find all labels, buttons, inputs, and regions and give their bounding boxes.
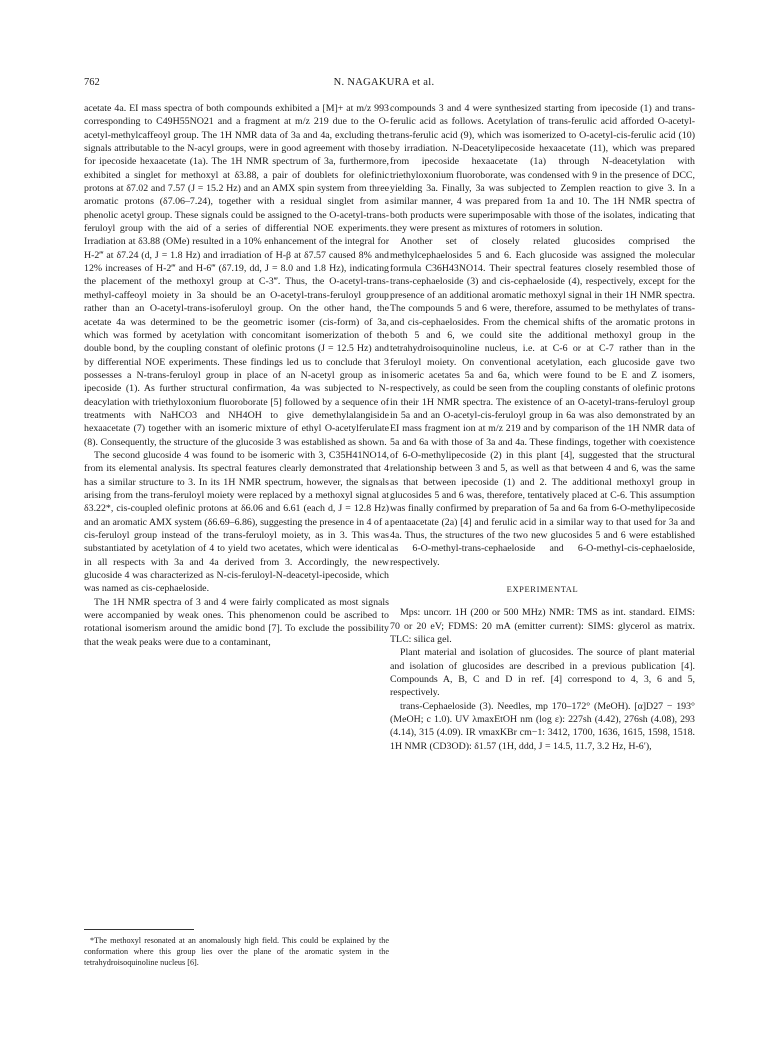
running-head xyxy=(84,77,684,93)
footnote: *The methoxyl resonated at an anomalously high field. This could be explained by the conformation where this group lies over the plane of the aromatic system in the tetrahydroisoquinoline nucleus [6]. xyxy=(84,936,389,968)
body-paragraph: Another set of closely related glucosides comprised the methylcephaelosides 5 and 6. Each glucoside was assigned the molecular formula C36H43NO14. Their spectral features closely resembled those of trans-cephaeloside (3) and cis-cephaeloside (4), respectively, except for the presence of an additional aromatic methoxyl signal in their 1H NMR spectra. The compounds 5 and 6 were, therefore, assumed to be methylates of trans- and cis-cephaelosides. From the chemical shifts of the aromatic protons in both 5 and 6, we could site the additional methoxyl group in the tetrahydroisoquinoline nucleus, i.e. at C-6 or at C-7 rather than in the feruloyl moiety. On conventional acetylation, each glucoside gave two isomeric acetates 5a and 6a, which were found to be E and Z isomers, respectively, as could be seen from the coupling constants of olefinic protons in their 1H NMR spectra. The existence of an O-acetyl-trans-feruloyl group in 5a and an O-acetyl-cis-feruloyl group in 6a was also demonstrated by an EI mass fragment ion at m/z 219 and by comparison of the 1H NMR data of 5a and 6a with those of 3a and 4a. These findings, together with coexistence of 6-O-methylipecoside (2) in this plant [4], suggested that the structural relationship between 3 and 5, as well as that between 4 and 6, was the same as that between ipecoside (1) and 2. The additional methoxyl group in glucosides 5 and 6 was, therefore, tentatively placed at C-6. This assumption was finally confirmed by preparation of 5a and 6a from 6-O-methylipecoside pentaacetate (2a) [4] and ferulic acid in a similar way to that used for 3a and 4a. Thus, the structures of the two new glucosides 5 and 6 were established as 6-O-methyl-trans-cephaeloside and 6-O-methyl-cis-cephaeloside, respectively. xyxy=(390,236,695,568)
body-paragraph: compounds 3 and 4 were synthesized starting from ipecoside (1) and trans-ferulic acid as follows. Acetylation of trans-ferulic acid afforded O-acetyl-trans-ferulic acid (9), which was isomerized to O-acetyl-cis-ferulic acid (10) by irradiation. N-Deacetylipecoside hexaacetate (11), which was prepared from ipecoside hexaacetate (1a) through N-deacetylation with triethyloxonium fluoroborate, was condensed with 9 in the presence of DCC, yielding 3a. Finally, 3a was subjected to Zemplen reaction to give 3. In a similar manner, 4 was prepared from 1a and 10. The 1H NMR spectra of both products were superimposable with those of the isolates, indicating that they were present as mixtures of rotomers in solution. xyxy=(390,103,695,235)
body-paragraph: acetate 4a. EI mass spectra of both compounds exhibited a [M]+ at m/z 993 corresponding to C49H55NO21 and a fragment at m/z 219 due to the O-acetyl-methylcaffeoyl group. The 1H NMR data of 3a and 4a, excluding the signals attributable to the N-acyl groups, were in good agreement with those for ipecoside hexaacetate (1a). The 1H NMR spectrum of 3a, furthermore, exhibited a singlet for methoxyl at δ3.88, a pair of doublets for olefinic protons at δ7.02 and 7.57 (J = 15.2 Hz) and an AMX spin system from three aromatic protons (δ7.06–7.24), together with a residual singlet from a phenolic acetyl group. These signals could be assigned to the O-acetyl-trans-feruloyl group with the aid of a series of differential NOE experiments. Irradiation at δ3.88 (OMe) resulted in a 10% enhancement of the integral for H-2‴ at δ7.24 (d, J = 1.8 Hz) and irradiation of H-β at δ7.57 caused 8% and 12% increases of H-2‴ and H-6‴ (δ7.19, dd, J = 8.0 and 1.8 Hz), indicating the placement of the methoxyl group at C-3‴. Thus, the O-acetyl-trans-methyl-caffeoyl moiety in 3a should be an O-acetyl-trans-feruloyl group rather than an O-acetyl-trans-isoferuloyl group. On the other hand, the acetate 4a was determined to be the geometric isomer (cis-form) of 3a, which was formed by acetylation with concomitant isomerization of the double bond, by the coupling constant of olefinic protons (J = 12.5 Hz) and by differential NOE experiments. These findings led us to conclude that 3 possesses a N-trans-feruloyl group in place of an N-acetyl group as in ipecoside (1). As further structural confirmation, 4a was subjected to N-deacylation with triethyloxonium fluoroborate [5] followed by a sequence of treatments with NaHCO3 and NH4OH to give demethylalangiside hexaacetate (7) together with an isomeric mixture of ethyl O-acetylferulate (8). Consequently, the structure of the glucoside 3 was established as shown. xyxy=(84,103,389,448)
experimental-paragraph: Mps: uncorr. 1H (200 or 500 MHz) NMR: TMS as int. standard. EIMS: 70 or 20 eV; FDMS: 20 mA (emitter current): SIMS: glycerol as matrix. TLC: silica gel. xyxy=(390,607,695,646)
experimental-paragraph: trans-Cephaeloside (3). Needles, mp 170–172° (MeOH). [α]D27 − 193° (MeOH; c 1.0). UV λmaxEtOH nm (log ε): 227sh (4.42), 276sh (4.08), 293 (4.14), 315 (4.09). IR νmaxKBr cm−1: 3412, 1700, 1636, 1615, 1598, 1518. 1H NMR (CD3OD): δ1.57 (1H, ddd, J = 14.5, 11.7, 3.2 Hz, H-6′), xyxy=(390,700,695,752)
body-paragraph: The 1H NMR spectra of 3 and 4 were fairly complicated as most signals were accompanied by weak ones. This phenomenon could be ascribed to rotational isomerism around the amidic bond [7]. To exclude the possibility that the weak peaks were due to a contaminant, xyxy=(84,596,389,648)
page-number: 762 xyxy=(84,77,100,88)
footnote-divider xyxy=(84,929,194,930)
left-column xyxy=(84,102,389,649)
experimental-paragraph: Plant material and isolation of glucosides. The source of plant material and isolation of glucosides are described in a previous publication [4]. Compounds A, B, C and D in ref. [4] correspond to 4, 3, 6 and 5, respectively. xyxy=(390,647,695,699)
section-heading-experimental: EXPERIMENTAL xyxy=(506,584,579,595)
body-paragraph: The second glucoside 4 was found to be isomeric with 3, C35H41NO14, from its elemental analysis. Its spectral features clearly demonstrated that 4 has a similar structure to 3. In its 1H NMR spectrum, however, the signals arising from the trans-feruloyl moiety were replaced by a methoxyl signal at δ3.22*, cis-coupled olefinic protons at δ6.06 and 6.61 (each d, J = 12.8 Hz) and an aromatic AMX system (δ6.69–6.86), suggesting the presence in 4 of a cis-feruloyl group instead of the trans-feruloyl moiety, as in 3. This was substantiated by acetylation of 4 to yield two acetates, which were identical in all respects with 3a and 4a derived from 3. Accordingly, the new glucoside 4 was characterized as N-cis-feruloyl-N-deacetyl-ipecoside, which was named as cis-cephaeloside. xyxy=(84,449,389,595)
running-authors: N. NAGAKURA et al. xyxy=(333,77,435,88)
right-column xyxy=(390,102,695,753)
